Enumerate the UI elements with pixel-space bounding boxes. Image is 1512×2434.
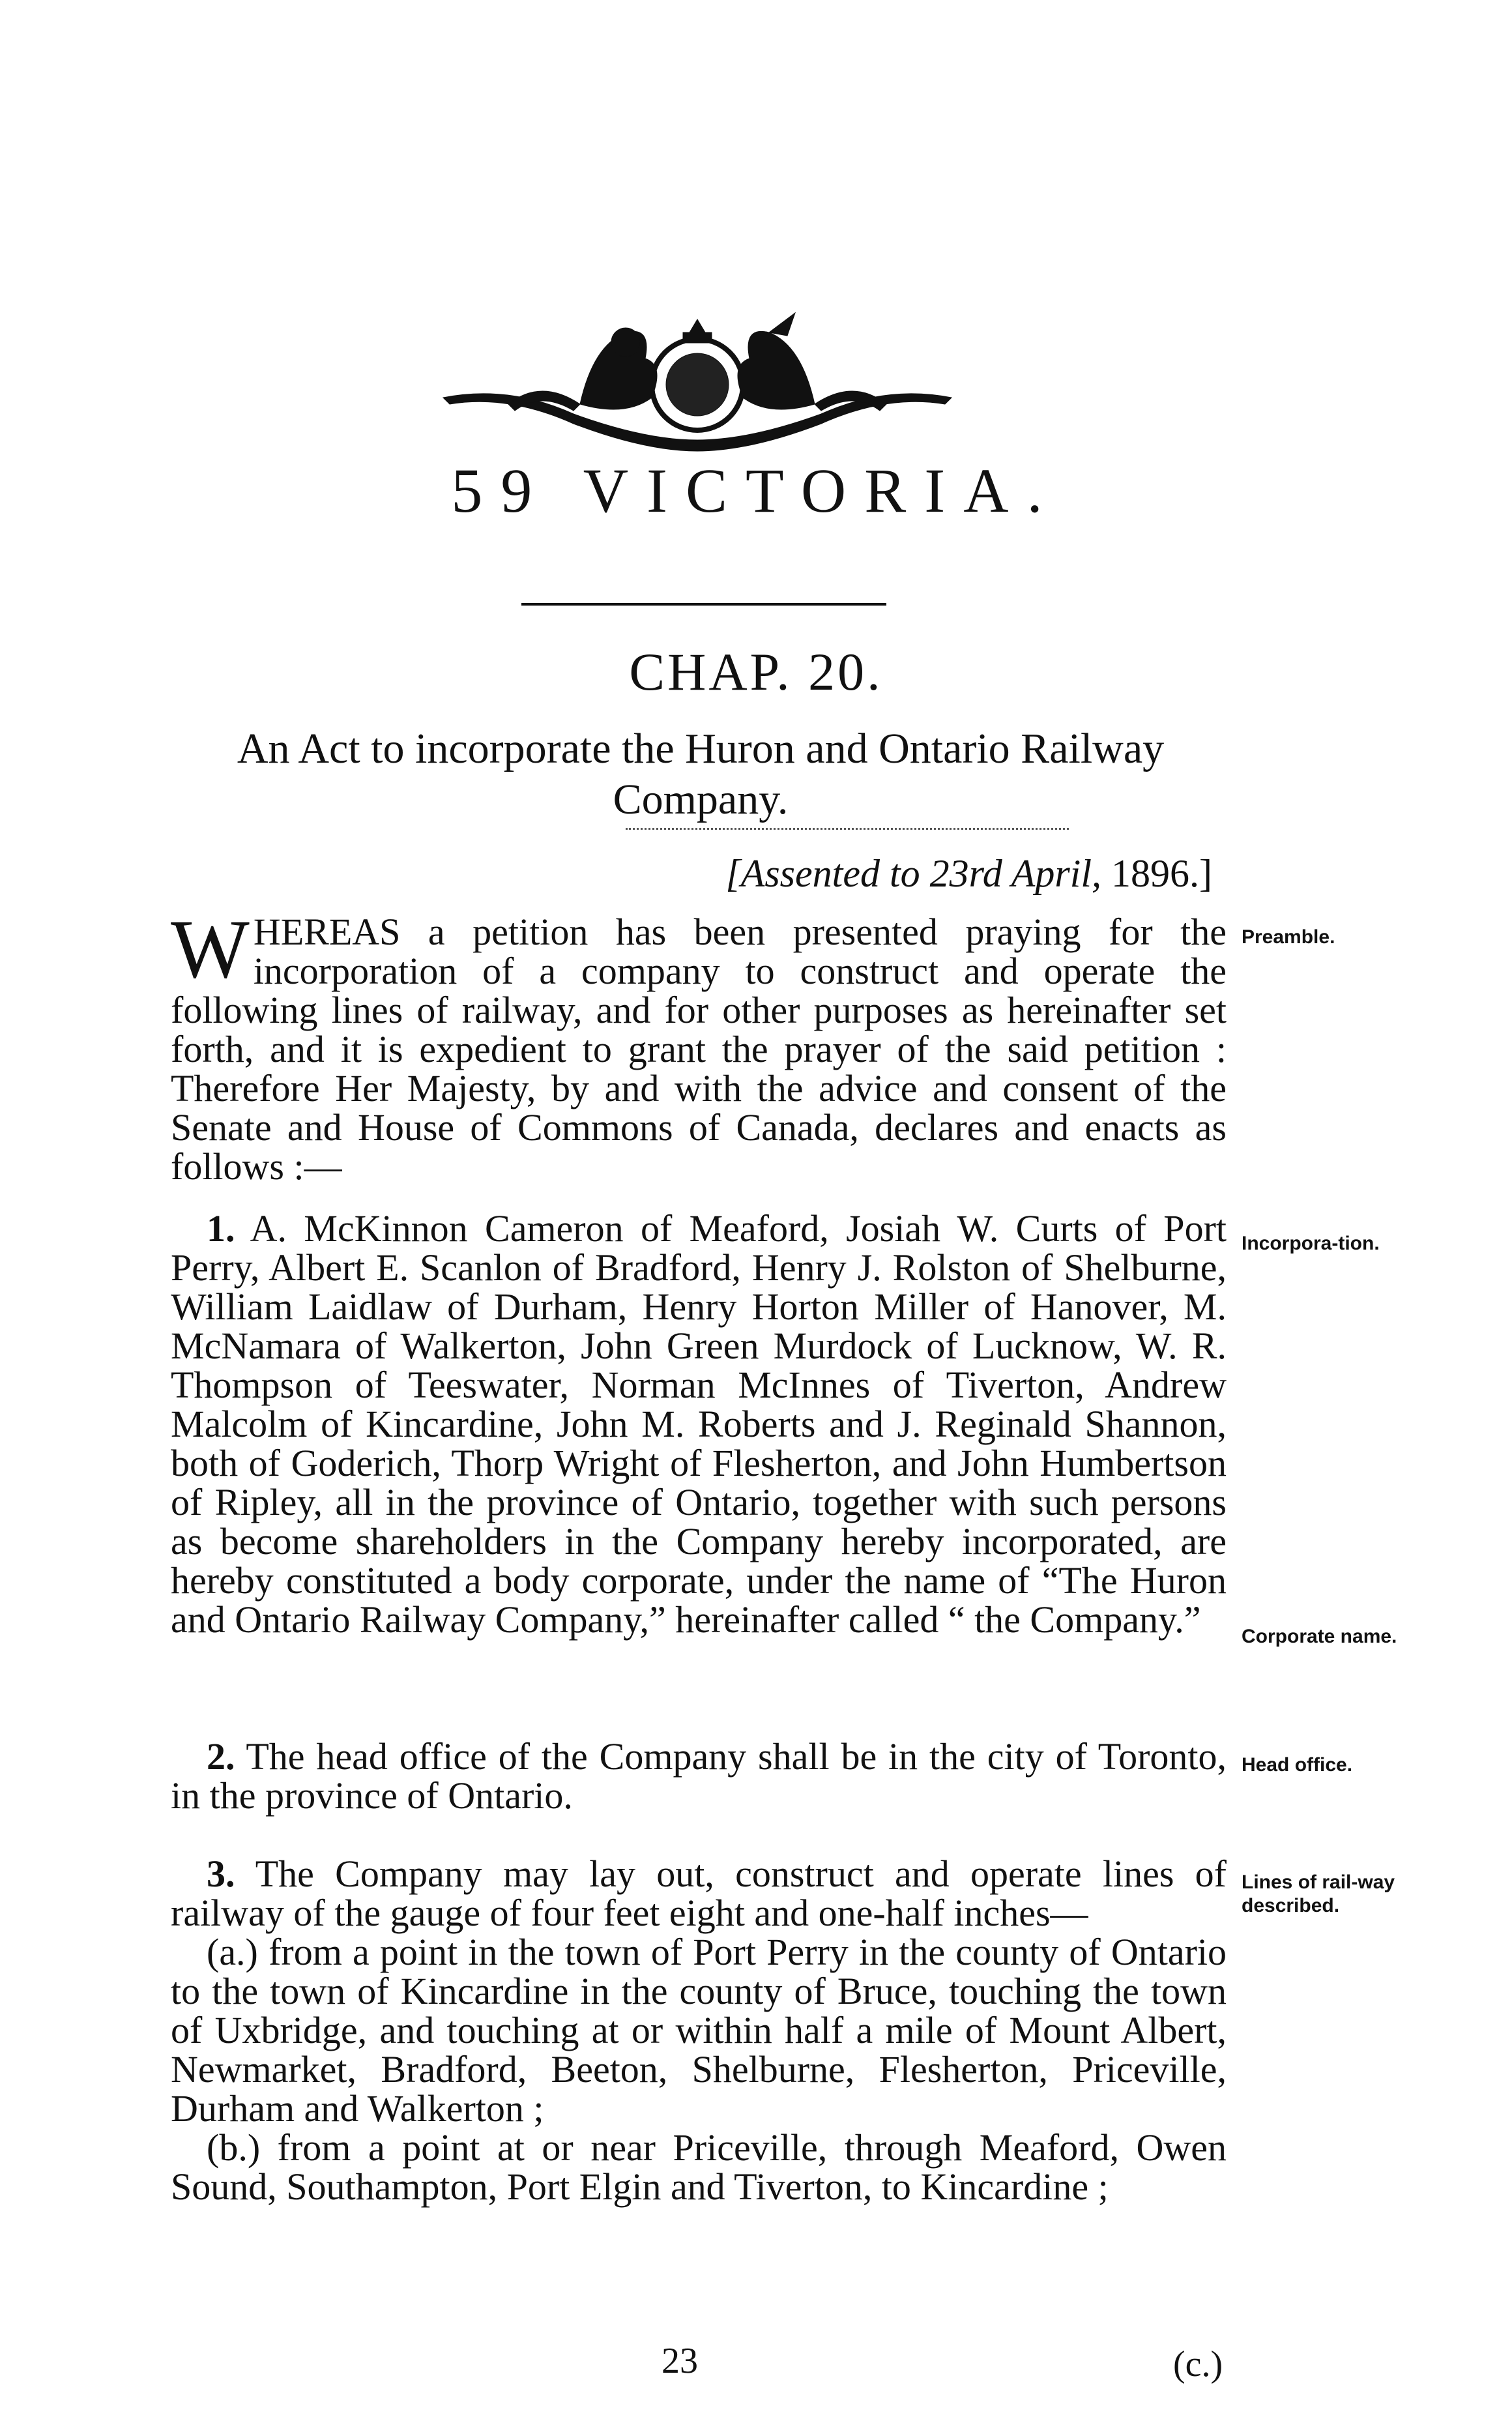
section-number: 3.	[207, 1853, 235, 1895]
margin-note-corporate-name: Corporate name.	[1242, 1626, 1397, 1647]
divider-rule	[521, 603, 886, 606]
act-title: An Act to incorporate the Huron and Ontario Railway Company.	[237, 725, 1165, 823]
subsection-label: (b.)	[207, 2126, 261, 2169]
section-text: The head office of the Company shall be in the city of Toronto, in the province of Ontario.	[171, 1735, 1227, 1817]
section-number: 2.	[207, 1735, 235, 1778]
section-2	[171, 1737, 1227, 1815]
margin-note-incorporation: Incorpora-tion.	[1242, 1233, 1380, 1254]
margin-note-preamble: Preamble.	[1242, 926, 1335, 948]
preamble-text: HEREAS a petition has been presented praying for the incorporation of a company to construct and operate the following lines of railway, and for other purposes as hereinafter set forth, and it is expedient to grant the prayer of the said petition : Therefore Her Majesty, by and with the advice and consent of the Senate and House of Commons of Canada, declares and enacts as follows :—	[171, 911, 1227, 1188]
preamble-paragraph	[171, 903, 1227, 1188]
section-number: 1.	[207, 1207, 235, 1250]
subsection-label: (a.)	[207, 1931, 258, 1973]
catchword: (c.)	[1173, 2344, 1223, 2384]
assent-year: 1896.]	[1111, 852, 1212, 895]
section-1	[171, 1209, 1227, 1639]
regnal-year: 59 VICTORIA.	[451, 456, 1061, 525]
assent-date	[725, 854, 1212, 893]
section-text: A. McKinnon Cameron of Meaford, Josiah W. Curts of Port Perry, Albert E. Scanlon of Bradford, Henry J. Rolston of Shelburne, William Laidlaw of Durham, Henry Horton Miller of Hanover, M. McNamara of Walkerton, John Green Murdock of Lucknow, W. R. Thompson of Teeswater, Norman McInnes of Tiverton, Andrew Malcolm of Kincardine, John M. Roberts and J. Reginald Shannon, both of Goderich, Thorp Wright of Flesherton, and John Humbertson of Ripley, all in the province of Ontario, together with such persons as become shareholders in the Company hereby incorporated, are hereby constituted a body corporate, under the name of “The Huron and Ontario Railway Company,” hereinafter called “ the Company.”	[171, 1207, 1227, 1641]
section-3	[171, 1855, 1227, 2207]
assent-prefix: [Assented to 23rd April,	[725, 852, 1102, 895]
chapter-number: CHAP. 20.	[629, 642, 883, 701]
royal-crest-image	[430, 306, 965, 456]
subsection-b	[171, 2128, 1227, 2207]
subsection-a	[171, 1933, 1227, 2128]
margin-note-head-office: Head office.	[1242, 1754, 1353, 1776]
divider-dotted	[626, 828, 1069, 830]
drop-cap: W	[171, 903, 250, 995]
page-number: 23	[662, 2341, 698, 2381]
subsection-text: from a point in the town of Port Perry in the county of Ontario to the town of Kincardine in the county of Bruce, touching the town of Uxbridge, and touching at or within half a mile of Mount Albert, Newmarket, Bradford, Beeton, Shelburne, Flesherton, Priceville, Durham and Walkerton ;	[171, 1931, 1227, 2130]
section-text: The Company may lay out, construct and operate lines of railway of the gauge of four feet eight and one-half inches—	[171, 1853, 1227, 1934]
subsection-text: from a point at or near Priceville, through Meaford, Owen Sound, Southampton, Port Elgin and Tiverton, to Kincardine ;	[171, 2126, 1227, 2208]
margin-note-lines: Lines of rail-way described.	[1242, 1871, 1395, 1916]
